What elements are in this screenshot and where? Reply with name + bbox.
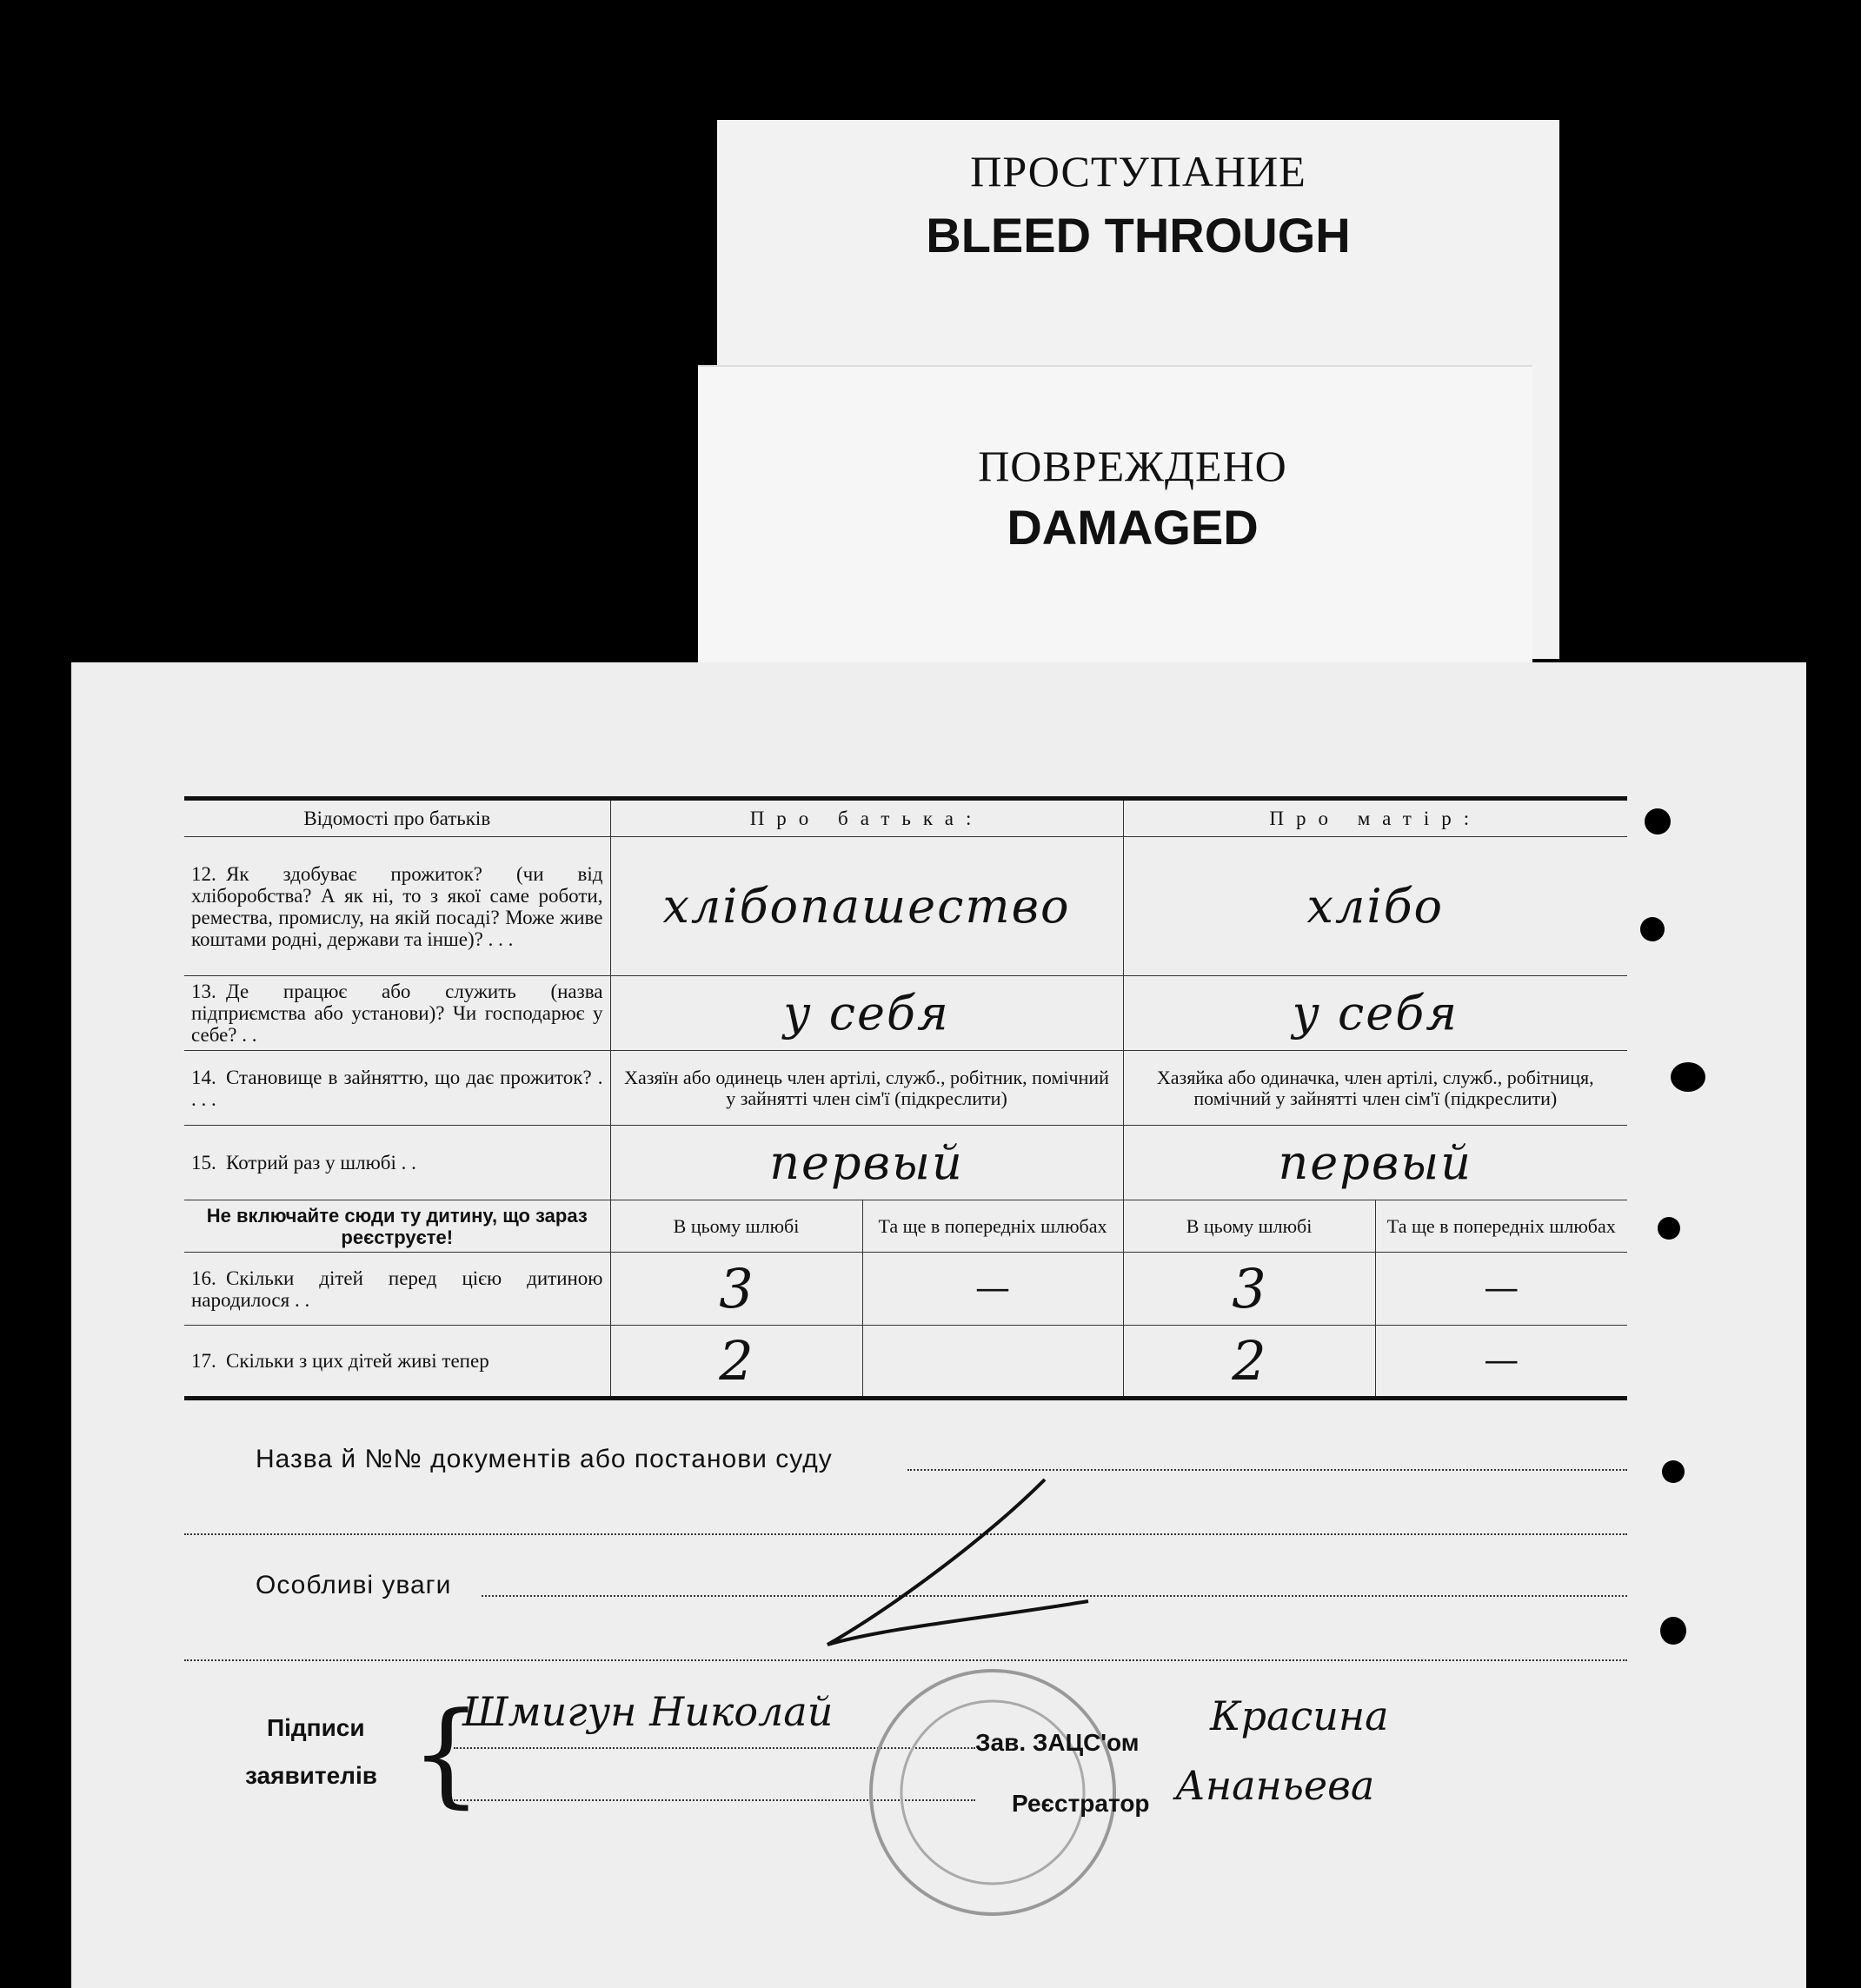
row-16 — [184, 1253, 1627, 1326]
children-header-row — [184, 1200, 1627, 1253]
children-warning: Не включайте сюди ту дитину, що зараз реєструєте! — [184, 1200, 610, 1253]
damaged-ru: ПОВРЕЖДЕНО — [978, 442, 1287, 490]
mother-children-prev: — — [1375, 1253, 1627, 1326]
row-13 — [184, 976, 1627, 1051]
registrar-label: Реєстратор — [1012, 1790, 1150, 1817]
bleed-through-en: BLEED THROUGH — [926, 208, 1351, 263]
punch-hole — [1640, 917, 1665, 941]
father-children-prev: — — [862, 1253, 1123, 1326]
row-12 — [184, 837, 1627, 976]
father-marriage-count: первый — [610, 1126, 1123, 1200]
row-14 — [184, 1051, 1627, 1126]
q15: 15. Котрий раз у шлюбі . . — [184, 1126, 610, 1200]
notes-label: Особливі уваги — [256, 1571, 452, 1599]
applicant-signature: Шмигун Николай — [462, 1688, 834, 1735]
mother-living-prev: — — [1375, 1326, 1627, 1399]
q14: 14. Становище в зайняттю, що дає прожиток? . . . . — [184, 1051, 610, 1126]
table-header-row — [184, 799, 1627, 837]
punch-hole — [1658, 1217, 1680, 1240]
brace-icon: { — [410, 1687, 482, 1819]
head-label: Зав. ЗАЦС'ом — [975, 1729, 1140, 1756]
punch-hole — [1645, 808, 1671, 834]
q17: 17. Скільки з цих дітей живі тепер — [184, 1326, 610, 1399]
parents-info-table — [184, 796, 1627, 1400]
registrar-signature: Ананьева — [1175, 1762, 1375, 1809]
documents-label: Назва й №№ документів або постанови суду — [256, 1445, 833, 1473]
bleed-through-ru: ПРОСТУПАНИЕ — [970, 147, 1306, 196]
applicants-label-line2: заявителів — [245, 1762, 377, 1789]
mother-prev-marriages-hdr: Та ще в попередніх шлюбах — [1375, 1200, 1627, 1253]
mother-employment-status: Хазяйка або одиначка, член артілі, служб., робітниця, помічний у зайнятті член сім'ї (підкреслити) — [1123, 1051, 1627, 1126]
father-living-this: 2 — [610, 1326, 862, 1399]
mother-marriage-count: первый — [1123, 1126, 1627, 1200]
mother-workplace: у себя — [1123, 976, 1627, 1051]
header-father: Про батька: — [610, 799, 1123, 837]
notes-scribble — [758, 1471, 1279, 1662]
registration-form-sheet — [71, 662, 1806, 1988]
damaged-en: DAMAGED — [1007, 500, 1259, 555]
father-occupation: хлібопашество — [610, 837, 1123, 976]
father-prev-marriages-hdr: Та ще в попередніх шлюбах — [862, 1200, 1123, 1253]
applicants-label-line1: Підписи — [267, 1714, 365, 1741]
head-signature: Красина — [1210, 1692, 1389, 1739]
father-living-prev — [862, 1326, 1123, 1399]
father-employment-status: Хазяїн або одинець член артілі, служб., робітник, помічний у зайнятті член сім'ї (підкреслити) — [610, 1051, 1123, 1126]
mother-children-this: 3 — [1123, 1253, 1375, 1326]
father-workplace: у себя — [610, 976, 1123, 1051]
q16: 16. Скільки дітей перед цією дитиною народилося . . — [184, 1253, 610, 1326]
row-15 — [184, 1126, 1627, 1200]
mother-this-marriage-hdr: В цьому шлюбі — [1123, 1200, 1375, 1253]
punch-hole — [1671, 1062, 1705, 1092]
mother-occupation: хлібо — [1123, 837, 1627, 976]
header-mother: Про матір: — [1123, 799, 1627, 837]
damaged-card — [698, 365, 1532, 680]
row-17 — [184, 1326, 1627, 1399]
punch-hole — [1660, 1617, 1686, 1645]
father-this-marriage-hdr: В цьому шлюбі — [610, 1200, 862, 1253]
punch-hole — [1662, 1460, 1685, 1483]
q13: 13. Де працює або служить (назва підприємства або установи)? Чи господарює у себе? . . — [184, 976, 610, 1051]
father-children-this: 3 — [610, 1253, 862, 1326]
header-parents: Відомості про батьків — [184, 799, 610, 837]
q12: 12. Як здобуває прожиток? (чи від хліборобства? А як ні, то з якої саме роботи, ремества, промислу, на якій посаді? Може живе коштами родні, держави та інше)? . . . — [184, 837, 610, 976]
mother-living-this: 2 — [1123, 1326, 1375, 1399]
